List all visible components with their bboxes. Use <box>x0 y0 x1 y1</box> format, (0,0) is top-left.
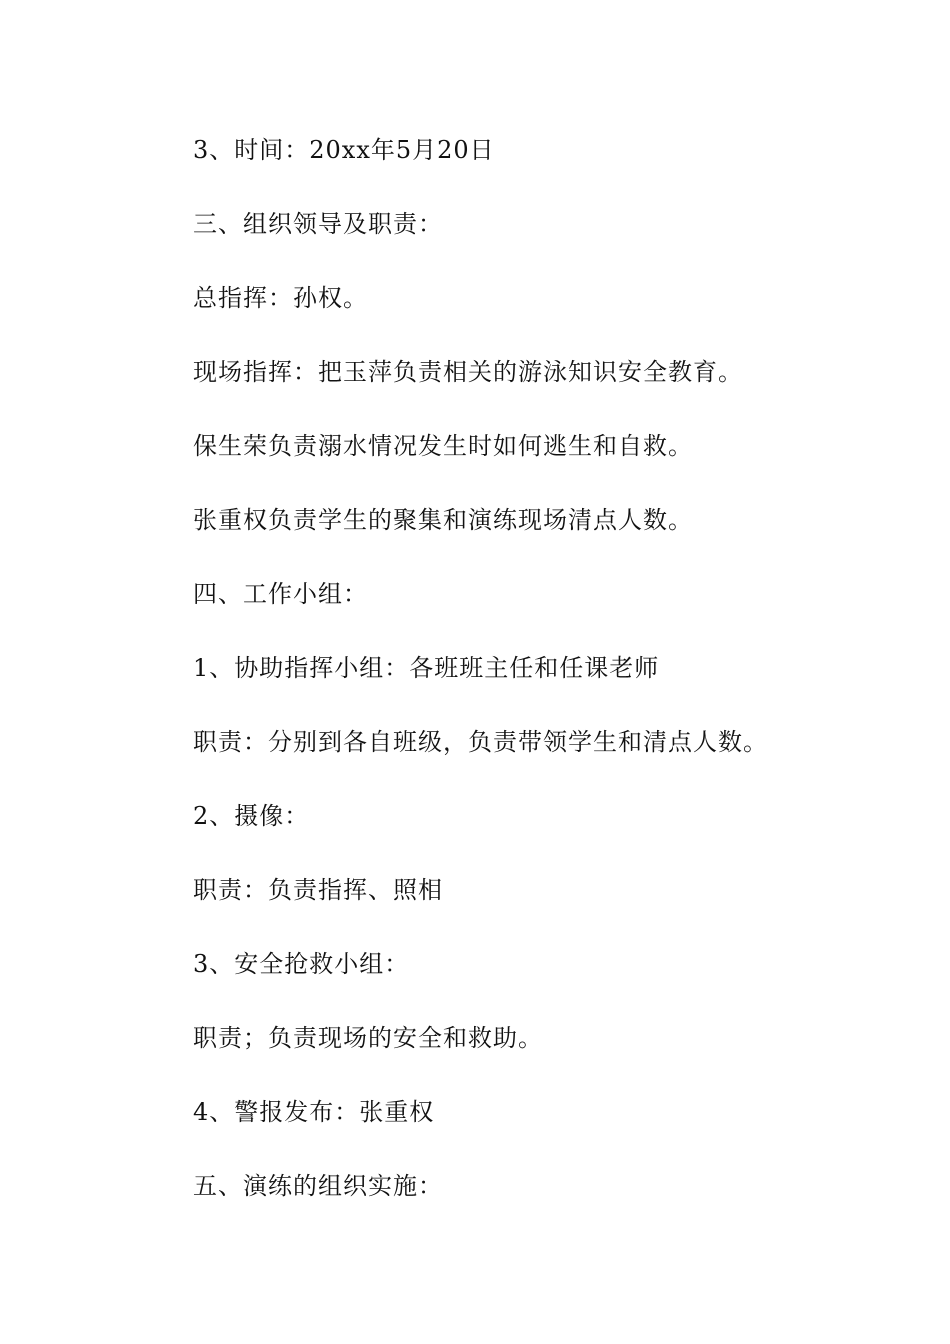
text-line-commander: 总指挥：孙权。 <box>193 284 368 312</box>
text-line-headcount: 张重权负责学生的聚集和演练现场清点人数。 <box>193 506 693 534</box>
text-line-rescue-duty: 职责；负责现场的安全和救助。 <box>193 1024 543 1052</box>
text-line-assist-group: 1、协助指挥小组：各班班主任和任课老师 <box>193 654 660 682</box>
heading-organization-leadership: 三、组织领导及职责： <box>193 210 443 238</box>
text-line-site-commander: 现场指挥：把玉萍负责相关的游泳知识安全教育。 <box>193 358 743 386</box>
text-line-time: 3、时间：20xx年5月20日 <box>193 136 495 164</box>
text-line-alarm: 4、警报发布：张重权 <box>193 1098 435 1126</box>
text-line-self-rescue: 保生荣负责溺水情况发生时如何逃生和自救。 <box>193 432 693 460</box>
heading-working-groups: 四、工作小组： <box>193 580 368 608</box>
text-line-rescue-group: 3、安全抢救小组： <box>193 950 410 978</box>
heading-drill-implementation: 五、演练的组织实施： <box>193 1172 443 1200</box>
text-line-camera-duty: 职责：负责指挥、照相 <box>193 876 443 904</box>
text-line-camera: 2、摄像： <box>193 802 310 830</box>
document-body <box>193 132 768 1242</box>
text-line-assist-duty: 职责：分别到各自班级，负责带领学生和清点人数。 <box>193 728 768 756</box>
